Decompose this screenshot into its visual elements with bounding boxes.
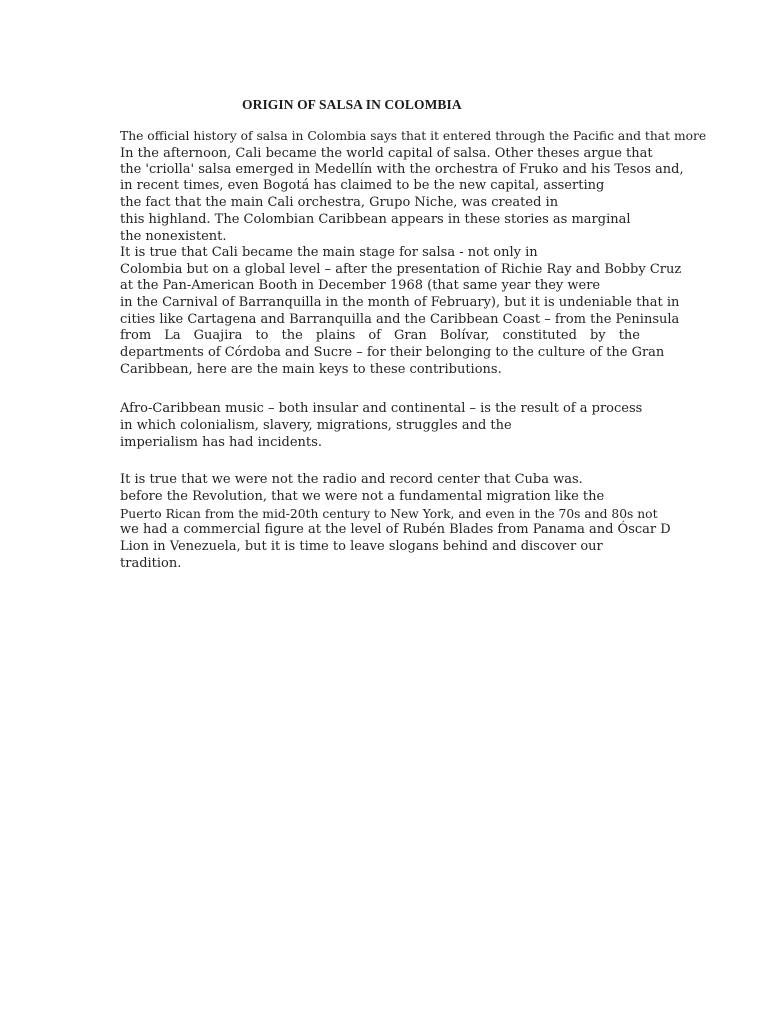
paragraph-1-line-14: departments of Córdoba and Sucre – for their belonging to the culture of the Gran — [120, 345, 665, 360]
paragraph-1-line-1: The official history of salsa in Colombia says that it entered through the Pacific and that more — [120, 129, 707, 143]
paragraph-1-line-11: in the Carnival of Barranquilla in the month of February), but it is undeniable that in — [120, 295, 680, 310]
paragraph-1-line-2: In the afternoon, Cali became the world capital of salsa. Other theses argue that — [120, 146, 653, 161]
paragraph-1-line-3: the 'criolla' salsa emerged in Medellín with the orchestra of Fruko and his Tesos and, — [120, 162, 684, 177]
paragraph-3-line-4: we had a commercial figure at the level of Rubén Blades from Panama and Óscar D — [120, 522, 671, 537]
paragraph-3-line-6: tradition. — [120, 556, 182, 571]
paragraph-1-line-6: this highland. The Colombian Caribbean appears in these stories as marginal — [120, 212, 631, 227]
paragraph-3-line-2: before the Revolution, that we were not a fundamental migration like the — [120, 489, 605, 504]
paragraph-1-line-10: at the Pan-American Booth in December 1968 (that same year they were — [120, 278, 601, 293]
paragraph-2-line-3: imperialism has had incidents. — [120, 435, 322, 450]
paragraph-2-line-2: in which colonialism, slavery, migrations, struggles and the — [120, 418, 512, 433]
document-title: ORIGIN OF SALSA IN COLOMBIA — [242, 97, 462, 112]
paragraph-1-line-4: in recent times, even Bogotá has claimed to be the new capital, asserting — [120, 178, 605, 193]
paragraph-1-line-12: cities like Cartagena and Barranquilla and the Caribbean Coast – from the Peninsula — [120, 312, 680, 327]
paragraph-1-line-15: Caribbean, here are the main keys to these contributions. — [120, 362, 502, 377]
paragraph-2-line-1: Afro-Caribbean music – both insular and continental – is the result of a process — [120, 401, 643, 416]
paragraph-1-line-13: from La Guajira to the plains of Gran Bolívar, constituted by the — [120, 328, 640, 343]
paragraph-1-line-8: It is true that Cali became the main stage for salsa - not only in — [120, 245, 538, 260]
paragraph-3-line-1: It is true that we were not the radio and record center that Cuba was. — [120, 472, 583, 487]
paragraph-1-line-7: the nonexistent. — [120, 229, 227, 244]
paragraph-1-line-5: the fact that the main Cali orchestra, Grupo Niche, was created in — [120, 195, 559, 210]
paragraph-3-line-5: Lion in Venezuela, but it is time to leave slogans behind and discover our — [120, 539, 603, 554]
paragraph-1-line-9: Colombia but on a global level – after the presentation of Richie Ray and Bobby Cruz — [120, 262, 682, 277]
paragraph-3-line-3: Puerto Rican from the mid-20th century to New York, and even in the 70s and 80s not — [120, 507, 658, 521]
